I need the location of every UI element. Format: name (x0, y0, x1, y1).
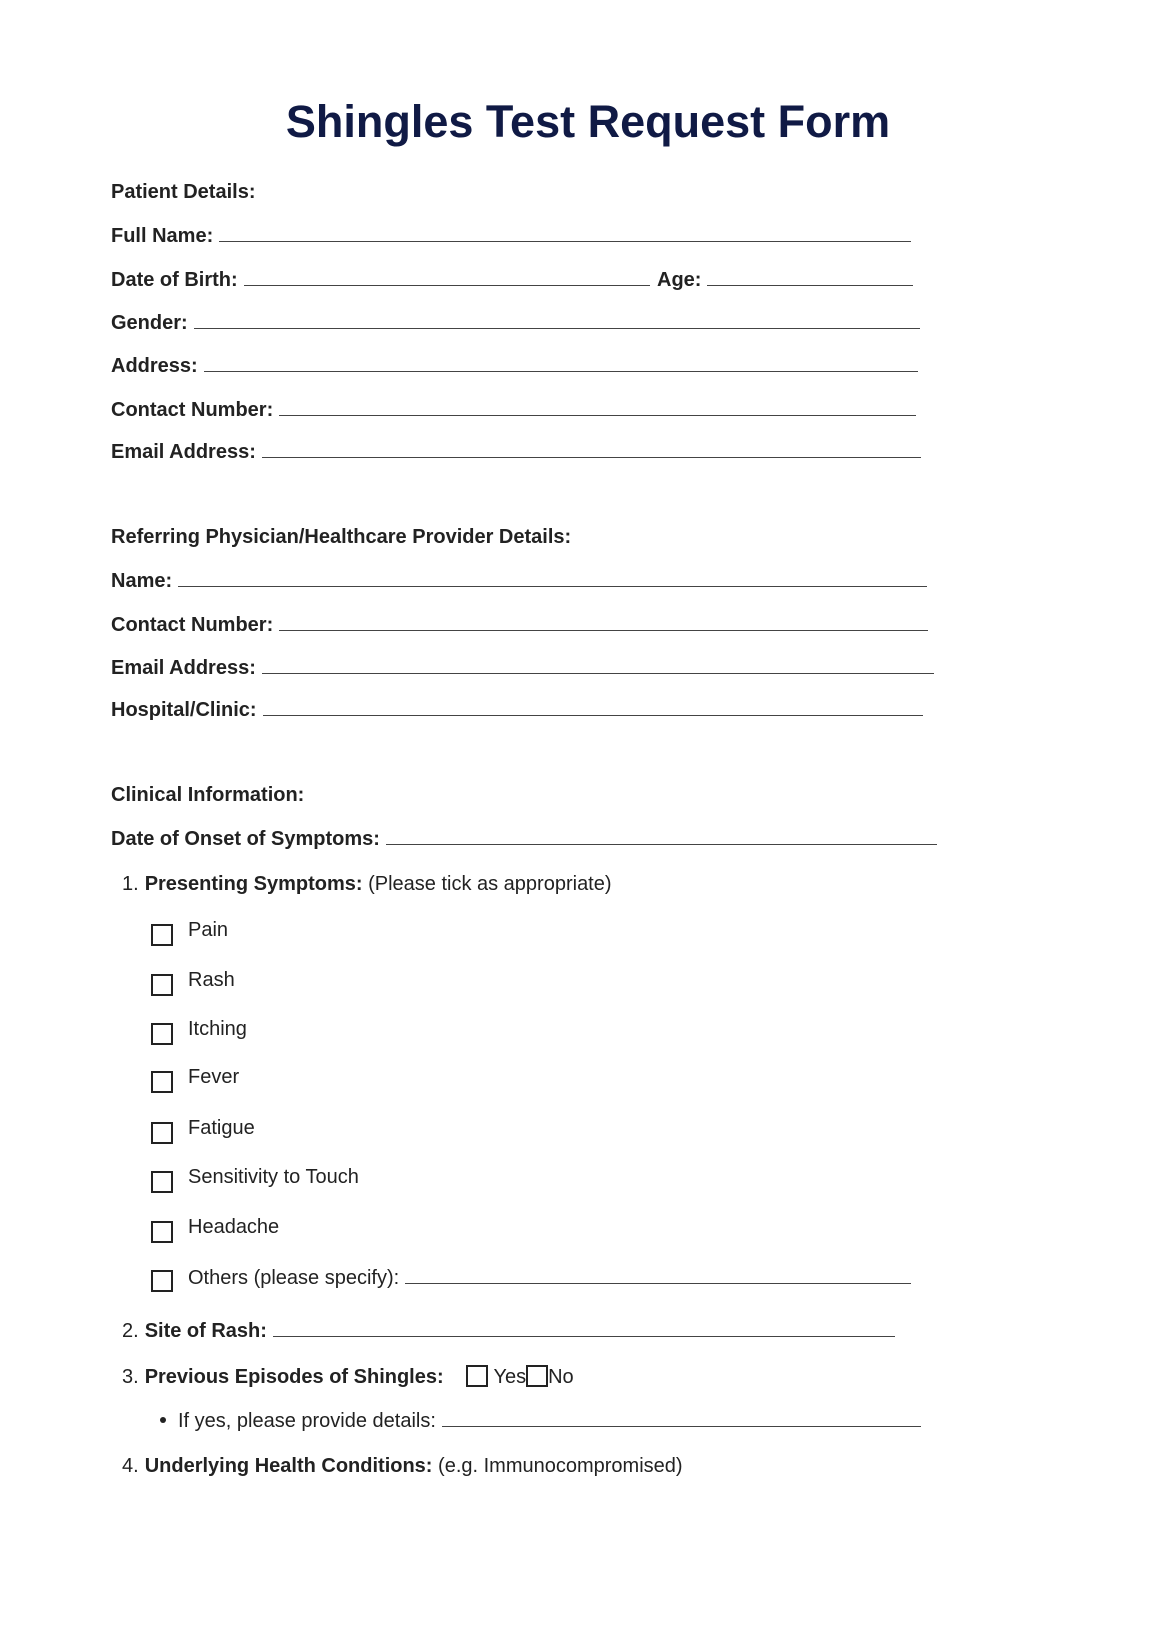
yes-checkbox[interactable] (466, 1365, 488, 1387)
q3-previous-episodes (122, 1361, 574, 1387)
symptom-label: Rash (188, 969, 235, 991)
symptom-label: Fever (188, 1066, 240, 1088)
gender-field[interactable] (111, 310, 920, 336)
symptom-item (188, 1018, 247, 1044)
question-note: (Please tick as appropriate) (368, 873, 612, 895)
symptom-item (188, 1166, 359, 1192)
field-label: Date of Birth: (111, 269, 238, 291)
list-number: 2. (122, 1320, 139, 1342)
list-number: 3. (122, 1366, 139, 1388)
symptom-checkbox[interactable] (151, 974, 173, 996)
name-blank[interactable] (178, 568, 927, 587)
question-note: (e.g. Immunocompromised) (438, 1455, 683, 1477)
question-label: Site of Rash: (144, 1320, 267, 1342)
full-name-blank[interactable] (219, 223, 911, 242)
bullet-icon (160, 1417, 166, 1423)
hospital-field[interactable] (111, 697, 923, 723)
email-blank[interactable] (262, 439, 921, 458)
others-specify-blank[interactable] (405, 1265, 911, 1284)
symptom-item (188, 1066, 239, 1092)
symptom-checkbox[interactable] (151, 924, 173, 946)
hospital-blank[interactable] (263, 697, 923, 716)
question-label: Previous Episodes of Shingles: (144, 1366, 444, 1388)
dob-field[interactable] (111, 267, 650, 293)
heading-text: Patient Details: (111, 181, 256, 203)
symptom-checkbox[interactable] (151, 1122, 173, 1144)
symptom-label: Itching (188, 1018, 247, 1040)
address-field[interactable] (111, 353, 918, 379)
field-label: Contact Number: (111, 614, 274, 636)
field-label: Email Address: (111, 657, 256, 679)
q2-site-of-rash[interactable] (122, 1318, 895, 1344)
patient-contact-field[interactable] (111, 397, 916, 423)
field-label: Age: (657, 269, 702, 291)
q1-presenting-symptoms (122, 873, 612, 899)
physician-name-field[interactable] (111, 568, 927, 594)
field-label: Date of Onset of Symptoms: (111, 828, 380, 850)
onset-blank[interactable] (386, 826, 937, 845)
field-label: Email Address: (111, 441, 256, 463)
question-label: Presenting Symptoms: (144, 873, 363, 895)
email-blank[interactable] (262, 655, 934, 674)
contact-blank[interactable] (279, 612, 928, 631)
symptom-label: Pain (188, 919, 229, 941)
field-label: Full Name: (111, 225, 214, 247)
list-number: 1. (122, 873, 139, 895)
symptom-label: Fatigue (188, 1117, 255, 1139)
no-label: No (548, 1366, 574, 1388)
page-title: Shingles Test Request Form (285, 96, 891, 147)
field-label: Gender: (111, 312, 188, 334)
list-number: 4. (122, 1455, 139, 1477)
yes-label: Yes (493, 1366, 527, 1388)
heading-text: Referring Physician/Healthcare Provider Details: (111, 526, 572, 548)
symptom-label: Others (please specify): (188, 1267, 400, 1289)
patient-email-field[interactable] (111, 439, 921, 465)
field-label: Hospital/Clinic: (111, 699, 257, 721)
physician-contact-field[interactable] (111, 612, 928, 638)
symptom-item (188, 1265, 911, 1291)
field-label: If yes, please provide details: (178, 1410, 436, 1432)
question-label: Underlying Health Conditions: (144, 1455, 433, 1477)
q4-underlying-conditions (122, 1455, 683, 1481)
gender-blank[interactable] (194, 310, 920, 329)
symptom-item (188, 1117, 255, 1143)
address-blank[interactable] (204, 353, 918, 372)
onset-date-field[interactable] (111, 826, 937, 852)
symptom-checkbox[interactable] (151, 1221, 173, 1243)
site-of-rash-blank[interactable] (273, 1318, 895, 1337)
previous-episode-details-field[interactable] (160, 1408, 921, 1434)
field-label: Contact Number: (111, 399, 274, 421)
symptom-checkbox[interactable] (151, 1171, 173, 1193)
field-label: Address: (111, 355, 198, 377)
age-field[interactable] (657, 267, 913, 293)
field-label: Name: (111, 570, 173, 592)
symptom-checkbox[interactable] (151, 1270, 173, 1292)
physician-details-heading (111, 526, 571, 552)
contact-blank[interactable] (279, 397, 916, 416)
full-name-field[interactable] (111, 223, 911, 249)
symptom-checkbox[interactable] (151, 1071, 173, 1093)
symptom-item (188, 1216, 279, 1242)
physician-email-field[interactable] (111, 655, 934, 681)
clinical-info-heading (111, 784, 304, 810)
symptom-item (188, 969, 235, 995)
patient-details-heading (111, 181, 255, 207)
heading-text: Clinical Information: (111, 784, 305, 806)
details-blank[interactable] (442, 1408, 921, 1427)
dob-blank[interactable] (244, 267, 650, 286)
symptom-label: Headache (188, 1216, 280, 1238)
symptom-checkbox[interactable] (151, 1023, 173, 1045)
symptom-label: Sensitivity to Touch (188, 1166, 359, 1188)
no-checkbox[interactable] (526, 1365, 548, 1387)
symptom-item (188, 919, 228, 945)
age-blank[interactable] (707, 267, 913, 286)
